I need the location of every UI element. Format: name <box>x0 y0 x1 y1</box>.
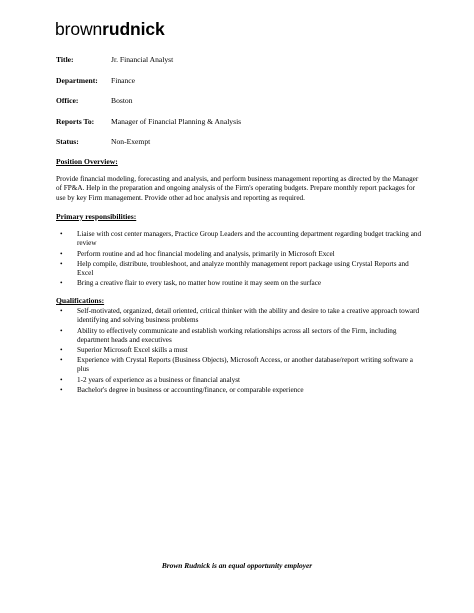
logo-part-brown: brown <box>55 19 103 39</box>
bullet-icon: • <box>60 307 63 316</box>
meta-label: Office: <box>56 96 79 105</box>
list-item <box>56 279 422 288</box>
list-item <box>56 346 422 355</box>
list-item <box>56 260 422 278</box>
overview-paragraph: Provide financial modeling, forecasting and analysis, and perform business management reporting as directed by the Manager of FP&A. Help in the preparation and ongoing analysis of the Firm's operating budgets. Prepare monthly report packages for use by key Firm management. Provide other ad hoc analysis and reporting as required. <box>56 175 419 202</box>
list-item-text: Bachelor's degree in business or accounting/finance, or comparable experience <box>77 385 304 394</box>
responsibilities-section <box>56 212 422 289</box>
bullet-icon: • <box>60 279 63 288</box>
meta-label: Status: <box>56 137 79 146</box>
list-item-text: Experience with Crystal Reports (Business Objects), Microsoft Access, or another database/report writing software a plus <box>77 356 413 374</box>
qualifications-list <box>56 307 422 395</box>
list-item <box>56 250 422 259</box>
section-heading: Qualifications: <box>56 296 105 305</box>
list-item-text: Help compile, distribute, troubleshoot, and analyze monthly management report package using Crystal Reports and Excel <box>77 259 409 278</box>
meta-label: Reports To: <box>56 116 95 126</box>
bullet-icon: • <box>60 346 63 355</box>
section-heading: Primary responsibilities: <box>56 212 137 221</box>
position-overview-section <box>56 157 422 203</box>
meta-value: Jr. Financial Analyst <box>111 55 174 64</box>
responsibilities-list <box>56 230 422 288</box>
list-item-text: Liaise with cost center managers, Practice Group Leaders and the accounting department regarding budget tracking and review <box>77 230 422 248</box>
list-item <box>56 307 422 325</box>
list-item-text: 1-2 years of experience as a business or financial analyst <box>77 375 241 384</box>
bullet-icon: • <box>60 356 63 365</box>
list-item <box>56 356 422 374</box>
list-item-text: Perform routine and ad hoc financial modeling and analysis, primarily in Microsoft Excel <box>77 249 335 258</box>
bullet-icon: • <box>60 230 63 239</box>
bullet-icon: • <box>60 259 63 268</box>
list-item-text: Superior Microsoft Excel skills a must <box>77 346 188 355</box>
list-item-text: Self-motivated, organized, detail oriented, critical thinker with the ability and desire to take a creative approach toward identifying and solving business problems <box>77 307 420 325</box>
bullet-icon: • <box>60 249 63 258</box>
meta-value: Finance <box>111 75 136 85</box>
section-heading: Position Overview: <box>56 157 118 166</box>
company-logo <box>55 19 165 39</box>
equal-opportunity-footer: Brown Rudnick is an equal opportunity employer <box>161 561 313 570</box>
list-item-text: Ability to effectively communicate and establish working relationships across all sectors of the Firm, including department heads and executives <box>77 326 397 344</box>
list-item <box>56 376 422 385</box>
list-item <box>56 327 422 345</box>
list-item-text: Bring a creative flair to every task, no matter how routine it may seem on the surface <box>77 279 322 288</box>
bullet-icon: • <box>60 375 63 384</box>
meta-label: Department: <box>56 75 98 85</box>
logo-part-rudnick: rudnick <box>102 19 165 39</box>
meta-value: Non-Exempt <box>111 137 151 146</box>
bullet-icon: • <box>60 326 63 335</box>
qualifications-section <box>56 296 422 396</box>
meta-value: Manager of Financial Planning & Analysis <box>111 116 242 126</box>
list-item <box>56 386 422 395</box>
meta-value: Boston <box>111 96 133 105</box>
meta-label: Title: <box>56 55 74 64</box>
bullet-icon: • <box>60 385 63 394</box>
list-item <box>56 230 422 248</box>
